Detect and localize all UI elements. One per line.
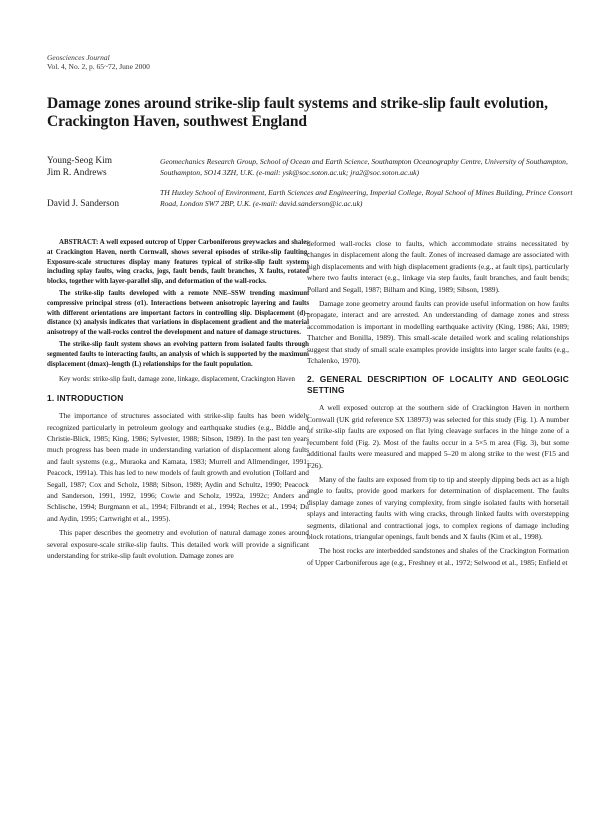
author-name: Young-Seog Kim bbox=[47, 156, 112, 166]
section-heading: 2. GENERAL DESCRIPTION OF LOCALITY AND GEOLOGIC SETTING bbox=[307, 374, 569, 396]
right-column bbox=[307, 238, 569, 571]
abstract-paragraph: The strike-slip faults developed with a remote NNE–SSW trending maximum compressive principal stress (σ1). Interactions between anisotropic layering and faults with different orientations are important factors in controlling slip. Displacement (d)–distance (x) analysis indicates that variations in displacement gradient and the material anisotropy of the wall-rocks control the development and nature of damage structures. bbox=[47, 289, 309, 337]
body-paragraph: deformed wall-rocks close to faults, which accommodate strains necessitated by changes in displacement along the fault. Zones of increased damage are associated with high displacements and with high displacement gradients (e.g., at fault tips), particularly where two faults interact (e.g., linkage via step faults, fault branches, and fault bends; Pollard and Segall, 1987; Bilham and King, 1989; Sibson, 1989). bbox=[307, 239, 569, 294]
author-list bbox=[47, 156, 147, 211]
author-name: David J. Sanderson bbox=[47, 199, 120, 209]
author-name: Jim R. Andrews bbox=[47, 167, 107, 178]
left-column bbox=[47, 238, 309, 564]
journal-header bbox=[47, 53, 150, 71]
body-paragraph: The host rocks are interbedded sandstones and shales of the Crackington Formation of Upper Carboniferous age (e.g., Freshney et al., 1972; Selwood et al., 1985; Enfield et bbox=[307, 546, 569, 567]
body-paragraph: This paper describes the geometry and evolution of natural damage zones around several exposure-scale strike-slip faults. This detailed work will provide a significant understanding for strike-slip fault evolution. Damage zones are bbox=[47, 528, 309, 561]
affiliation: Geomechanics Research Group, School of Ocean and Earth Science, Southampton Oceanography Centre, University of Southampton, Southampton, SO14 3ZH, U.K. (e-mail: ysk@soc.soton.ac.uk; jra2@soc.soton.ac.uk) bbox=[160, 157, 568, 177]
abstract-label: ABSTRACT: bbox=[59, 239, 99, 246]
abstract bbox=[47, 238, 309, 369]
body-paragraph: Damage zone geometry around faults can provide useful information on how faults propagate, interact and are arrested. An understanding of damage zones and stress accommodation is important in modelling earthquake activity (King, 1986; Aki, 1989; Thatcher and Bonilla, 1989). This small-scale detailed work and scaling relationships suggest that study of small scale examples provide insights into larger scale faults (e.g., Tchalenko, 1970). bbox=[307, 299, 569, 366]
abstract-paragraph: A well exposed outcrop of Upper Carboniferous greywackes and shales at Crackington Haven, north Cornwall, shows several episodes of strike-slip faulting. Exposure-scale structures display many features typical of strike-slip fault systems including splay faults, wing cracks, jogs, fault bends, fault branches, X faults, rotated blocks, together with layer-parallel slip, and deformation of the wall-rocks. bbox=[47, 239, 309, 286]
journal-name: Geosciences Journal bbox=[47, 53, 110, 62]
body-paragraph: A well exposed outcrop at the southern side of Crackington Haven in northern Cornwall (UK grid reference SX 138973) was selected for this study (Fig. 1). A number of strike-slip faults are exposed on flat lying cleavage surfaces in the hinge zone of a recumbent fold (Fig. 2). Most of the faults occur in a 5×5 m area (Fig. 3), but some additional faults were measured and mapped 5–20 m along strike to the west (F15 and F26). bbox=[307, 403, 569, 470]
keywords-text: strike-slip fault, damage zone, linkage, displacement, Crackington Haven bbox=[92, 376, 295, 384]
keywords-label: Key words: bbox=[59, 376, 91, 384]
journal-volume: Vol. 4, No. 2, p. 65~72, June 2000 bbox=[47, 62, 150, 71]
body-paragraph: Many of the faults are exposed from tip to tip and steeply dipping beds act as a high angle to faults, provide good markers for determination of displacement. The faults display damage zones of varying complexity, from single isolated faults with horsetail splays and interacting faults with wing cracks, through linked faults with overstepping segments, dilational and contractional jogs, to complex regions of damage including block rotations, triangular openings, fault bends and X faults (Kim et al., 1998). bbox=[307, 474, 569, 541]
affiliation: TH Huxley School of Environment, Earth Sciences and Engineering, Imperial College, Royal School of Mines Building, Prince Consort Road, London SW7 2BP, U.K. (e-mail: david.sanderson@ic.ac.uk) bbox=[160, 188, 573, 208]
body-paragraph: The importance of structures associated with strike-slip faults has been widely recognized particularly in petroleum geology and earthquake studies (e.g., Biddle and Christie-Blick, 1985; King, 1986; Sylvester, 1988; Sibson, 1989). In the past ten years much progress has been made in understanding variation of displacement along faults and fault systems (e.g., Muraoka and Kamata, 1983; Murrell and Allmendinger, 1991; Peacock, 1991a). This has led to new models of fault growth and evolution (Tollard and Segall, 1987; Cox and Scholz, 1988; Sibson, 1989; Aydin and Schultz, 1990; Peacock and Sanderson, 1991, 1992, 1996; Cowie and Scholz, 1992a, 1992c; Anders and Schlische, 1994; Burgmann et al., 1994; Filbrandt et al., 1994; Reches et al., 1994; Du and Aydin, 1995; Cartwright et al., 1995). bbox=[47, 411, 309, 523]
affiliation-list bbox=[160, 156, 580, 209]
paper-title: Damage zones around strike-slip fault systems and strike-slip fault evolution, Crackington Haven, southwest England bbox=[47, 95, 548, 130]
abstract-paragraph: The strike-slip fault system shows an evolving pattern from isolated faults through segmented faults to interacting faults, an analysis of which is supported by the maximum displacement (dmax)–length (L) relationships for the fault population. bbox=[47, 340, 309, 368]
keywords bbox=[47, 375, 309, 385]
section-heading: 1. INTRODUCTION bbox=[47, 393, 124, 404]
